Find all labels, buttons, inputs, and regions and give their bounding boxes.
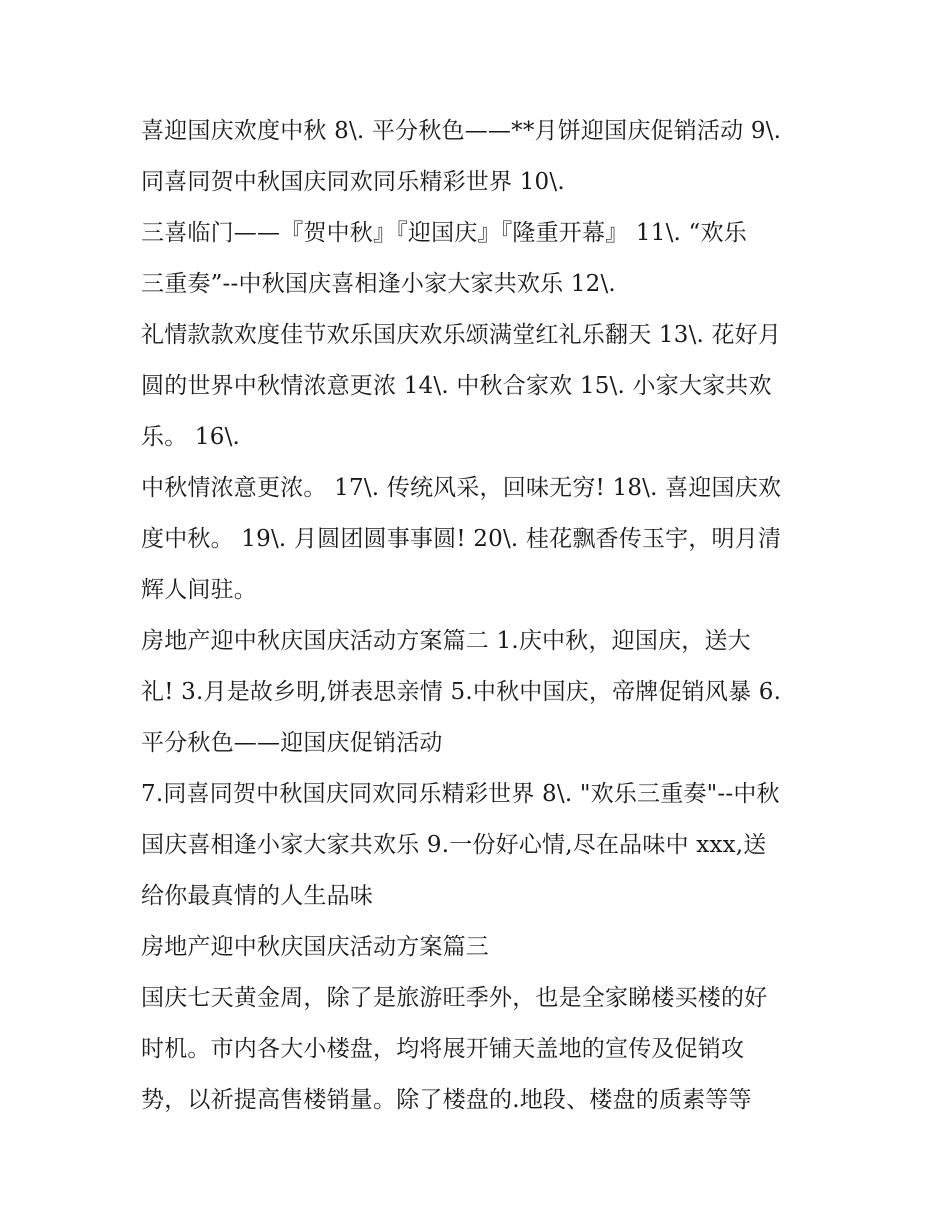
section-heading-3: 房地产迎中秋庆国庆活动方案篇三 bbox=[141, 934, 489, 960]
text-line-16: 给你最真情的人生品味 bbox=[141, 883, 373, 909]
text-line-11: 房地产迎中秋庆国庆活动方案篇二 1.庆中秋，迎国庆，送大 bbox=[141, 628, 751, 654]
text-line-1: 喜迎国庆欢度中秋 8\. 平分秋色——**月饼迎国庆促销活动 9\. bbox=[141, 118, 782, 144]
text-line-5: 礼情款款欢度佳节欢乐国庆欢乐颂满堂红礼乐翻天 13\. 花好月 bbox=[141, 322, 782, 348]
text-line-13: 平分秋色——迎国庆促销活动 bbox=[141, 730, 443, 756]
text-line-20: 势，以祈提高售楼销量。除了楼盘的.地段、楼盘的质素等等 bbox=[141, 1087, 752, 1113]
text-line-3: 三喜临门——『贺中秋』『迎国庆』『隆重开幕』 11\. “欢乐 bbox=[141, 220, 747, 246]
text-line-7: 乐。 16\. bbox=[141, 424, 241, 450]
text-line-2: 同喜同贺中秋国庆同欢同乐精彩世界 10\. bbox=[141, 169, 565, 195]
text-line-14: 7.同喜同贺中秋国庆同欢同乐精彩世界 8\. "欢乐三重奏"--中秋 bbox=[141, 781, 780, 807]
text-line-12: 礼! 3.月是故乡明,饼表思亲情 5.中秋中国庆，帝牌促销风暴 6. bbox=[141, 679, 782, 705]
text-line-4: 三重奏”--中秋国庆喜相逢小家大家共欢乐 12\. bbox=[141, 271, 616, 297]
document-body bbox=[141, 106, 821, 1126]
text-line-8: 中秋情浓意更浓。 17\. 传统风采，回味无穷! 18\. 喜迎国庆欢 bbox=[141, 475, 782, 501]
text-line-6: 圆的世界中秋情浓意更浓 14\. 中秋合家欢 15\. 小家大家共欢 bbox=[141, 373, 772, 399]
text-line-10: 辉人间驻。 bbox=[141, 577, 257, 603]
text-line-9: 度中秋。 19\. 月圆团圆事事圆! 20\. 桂花飘香传玉宇，明月清 bbox=[141, 526, 782, 552]
text-line-18: 国庆七天黄金周，除了是旅游旺季外，也是全家睇楼买楼的好 bbox=[141, 985, 768, 1011]
text-line-19: 时机。市内各大小楼盘，均将展开铺天盖地的宣传及促销攻 bbox=[141, 1036, 745, 1062]
text-line-15: 国庆喜相逢小家大家共欢乐 9.一份好心情,尽在品味中 xxx,送 bbox=[141, 832, 767, 858]
